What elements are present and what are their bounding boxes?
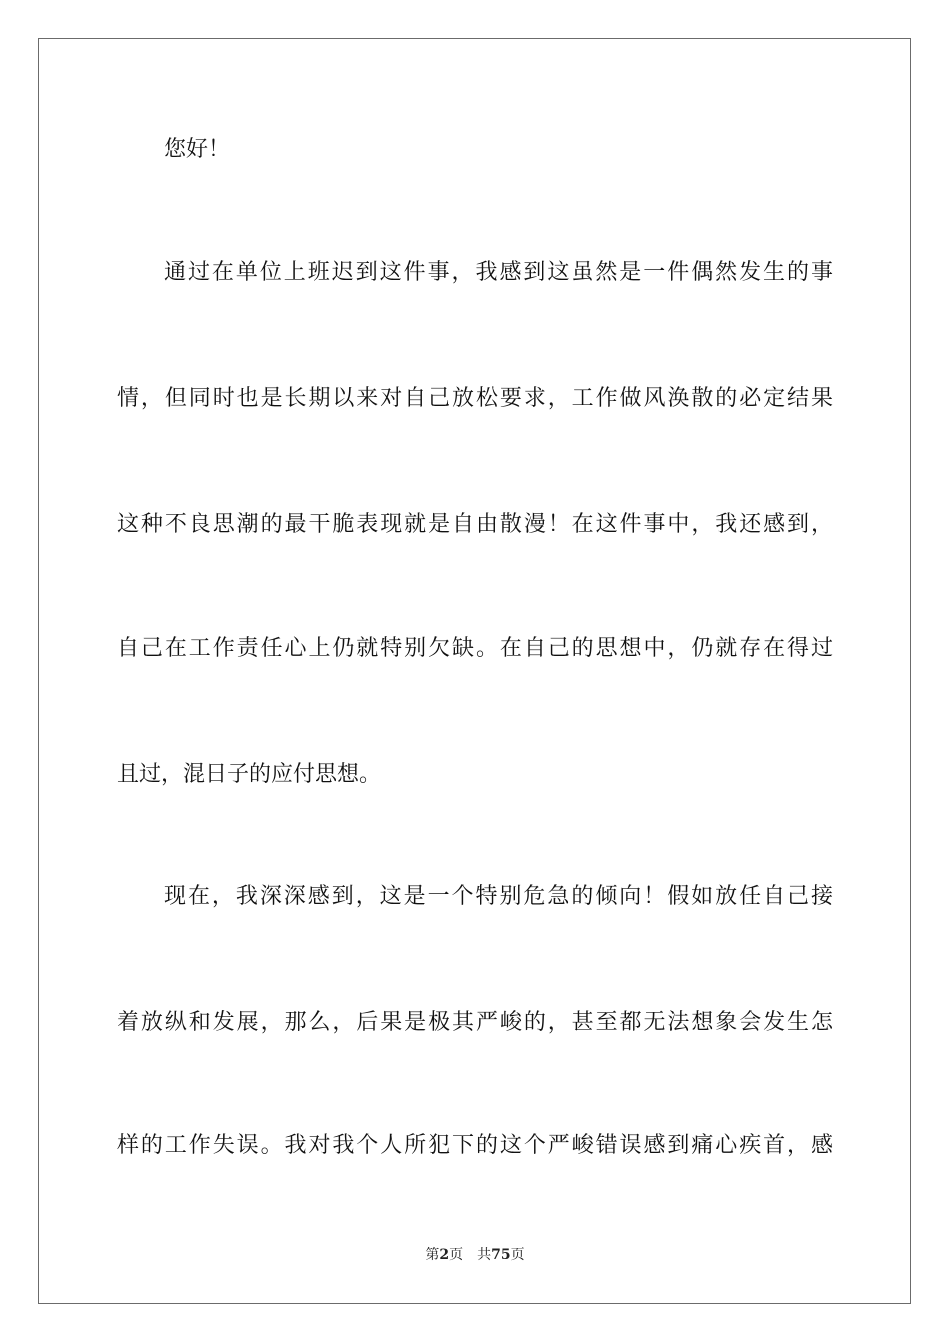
paragraph-line-5: 且过，混日子的应付思想。 [117,762,382,787]
total-prefix: 共 [477,1247,492,1263]
paragraph-line-4: 自己在工作责任心上仍就特别欠缺。在自己的思想中，仍就存在得过 [117,636,833,661]
greeting-line: 您好！ [164,137,231,162]
paragraph-line-6: 现在，我深深感到，这是一个特别危急的倾向！假如放任自己接 [164,884,833,909]
page-border [38,38,911,1304]
total-pages: 75 [491,1247,511,1263]
paragraph-line-7: 着放纵和发展，那么，后果是极其严峻的，甚至都无法想象会发生怎 [117,1010,833,1035]
paragraph-line-3: 这种不良思潮的最干脆表现就是自由散漫！在这件事中，我还感到， [117,512,833,537]
total-suffix: 页 [510,1247,525,1263]
paragraph-line-1: 通过在单位上班迟到这件事，我感到这虽然是一件偶然发生的事 [164,260,833,285]
paragraph-line-8: 样的工作失误。我对我个人所犯下的这个严峻错误感到痛心疾首，感 [117,1133,833,1158]
page-prefix: 第 [425,1247,440,1263]
page-number: 2 [439,1247,450,1263]
page-suffix: 页 [449,1247,464,1263]
paragraph-line-2: 情，但同时也是长期以来对自己放松要求，工作做风涣散的必定结果 [117,386,833,411]
page-footer [0,1245,950,1265]
